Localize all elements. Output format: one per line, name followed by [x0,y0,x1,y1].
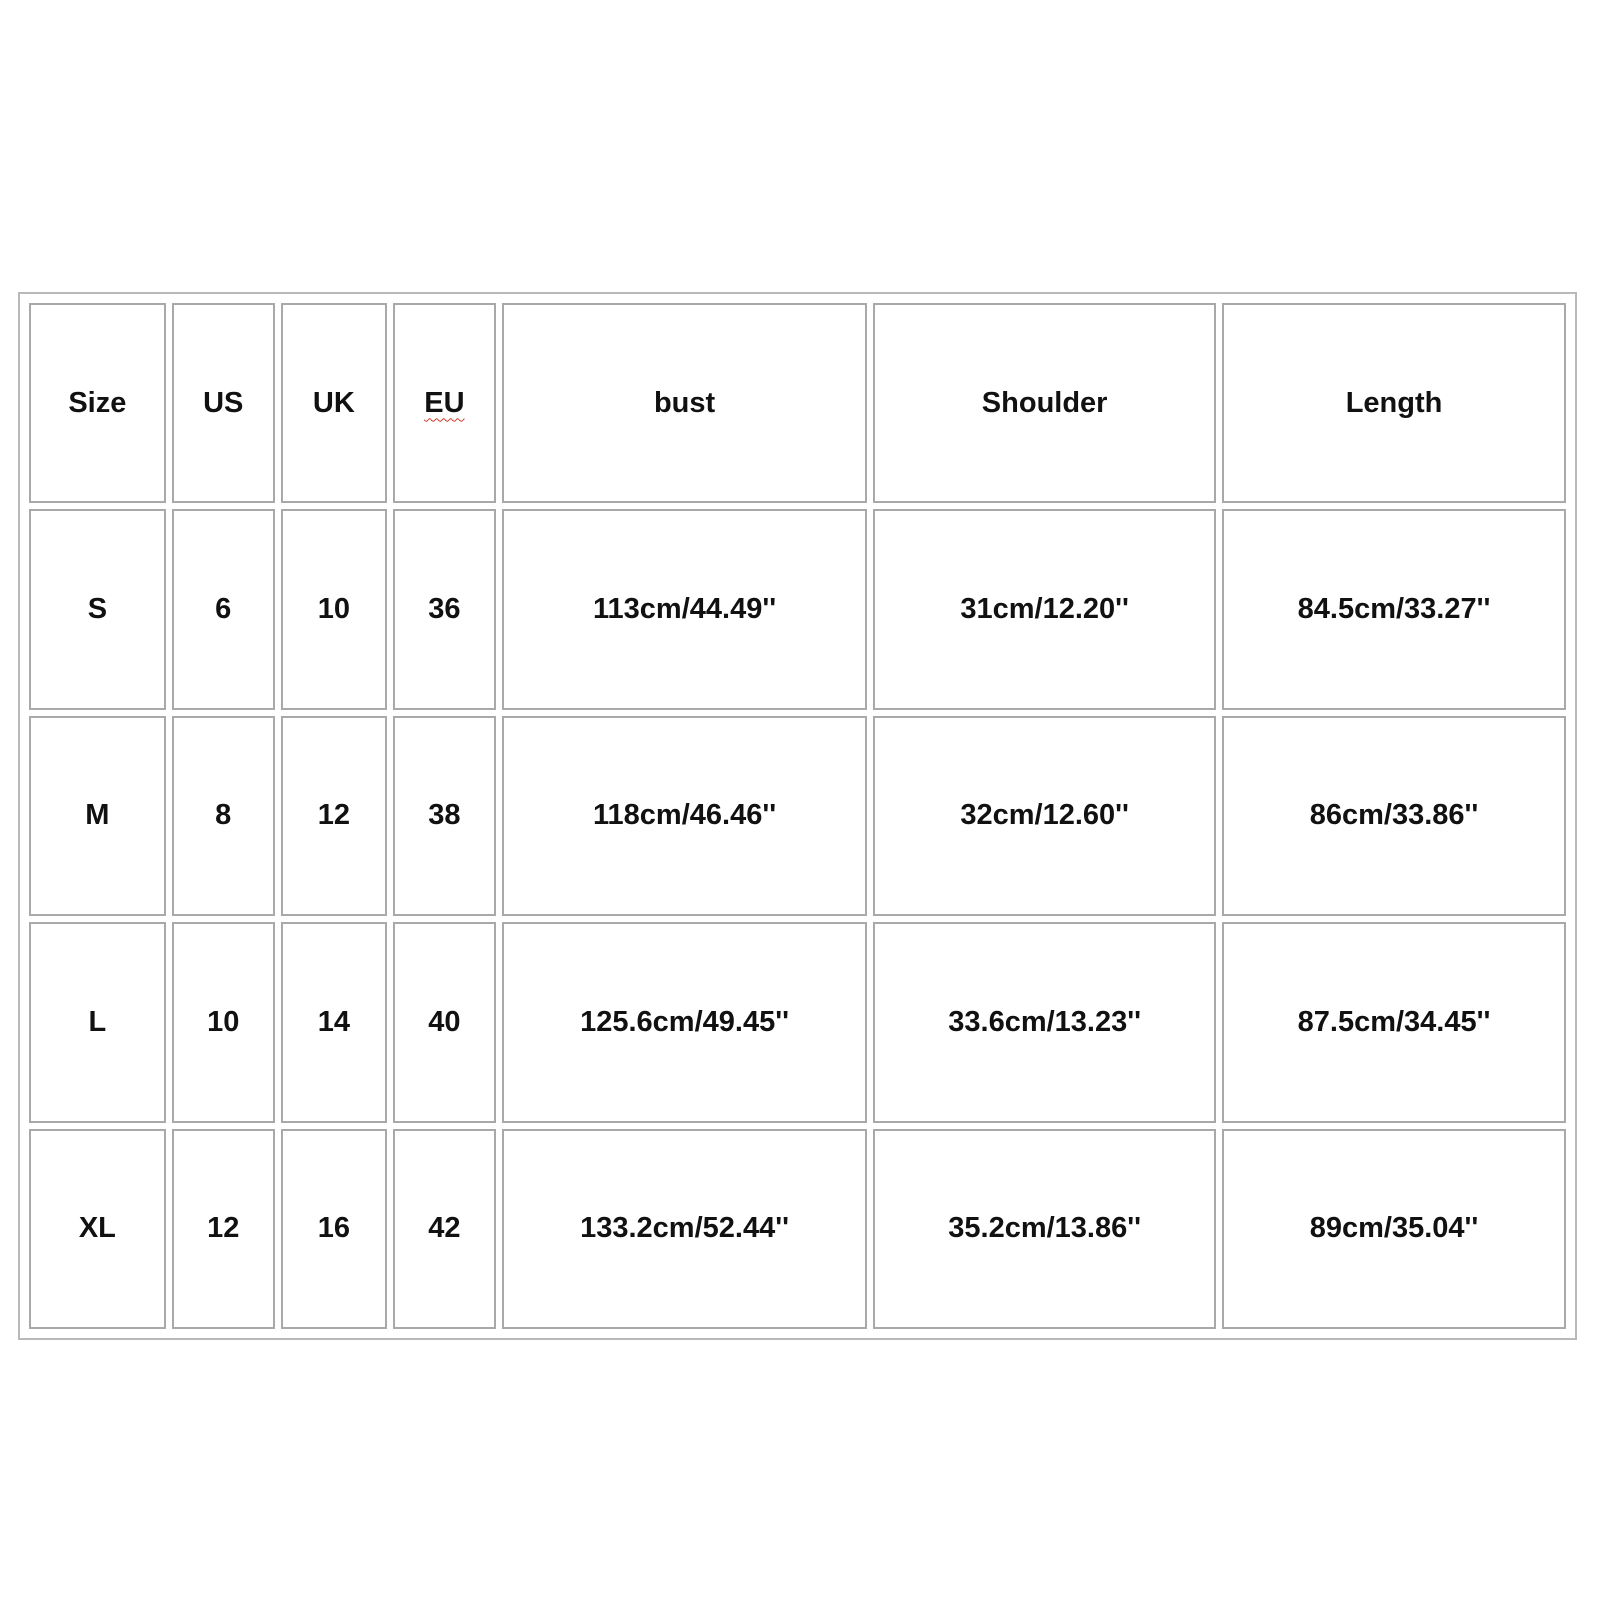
header-shoulder: Shoulder [873,303,1216,503]
cell-us: 8 [172,716,275,916]
cell-length: 84.5cm/33.27'' [1222,509,1566,709]
cell-bust: 118cm/46.46'' [502,716,867,916]
cell-us: 6 [172,509,275,709]
header-uk: UK [281,303,387,503]
cell-bust: 113cm/44.49'' [502,509,867,709]
cell-shoulder: 35.2cm/13.86'' [873,1129,1216,1329]
header-eu-label: EU [424,386,465,419]
cell-uk: 10 [281,509,387,709]
cell-bust: 125.6cm/49.45'' [502,922,867,1122]
cell-bust: 133.2cm/52.44'' [502,1129,867,1329]
header-length: Length [1222,303,1566,503]
cell-eu: 38 [393,716,496,916]
cell-length: 86cm/33.86'' [1222,716,1566,916]
header-bust: bust [502,303,867,503]
cell-eu: 36 [393,509,496,709]
cell-us: 12 [172,1129,275,1329]
cell-uk: 16 [281,1129,387,1329]
header-row [29,303,1566,503]
cell-size: S [29,509,166,709]
header-us: US [172,303,275,503]
table-row [29,1129,1566,1329]
cell-eu: 42 [393,1129,496,1329]
cell-length: 89cm/35.04'' [1222,1129,1566,1329]
table-row [29,922,1566,1122]
cell-shoulder: 31cm/12.20'' [873,509,1216,709]
cell-shoulder: 32cm/12.60'' [873,716,1216,916]
cell-us: 10 [172,922,275,1122]
cell-size: M [29,716,166,916]
cell-eu: 40 [393,922,496,1122]
header-size: Size [29,303,166,503]
cell-uk: 12 [281,716,387,916]
cell-size: XL [29,1129,166,1329]
cell-size: L [29,922,166,1122]
size-chart-frame [18,292,1577,1340]
cell-uk: 14 [281,922,387,1122]
table-row [29,509,1566,709]
cell-length: 87.5cm/34.45'' [1222,922,1566,1122]
cell-shoulder: 33.6cm/13.23'' [873,922,1216,1122]
header-eu [393,303,496,503]
table-row [29,716,1566,916]
size-chart-table [23,297,1572,1335]
